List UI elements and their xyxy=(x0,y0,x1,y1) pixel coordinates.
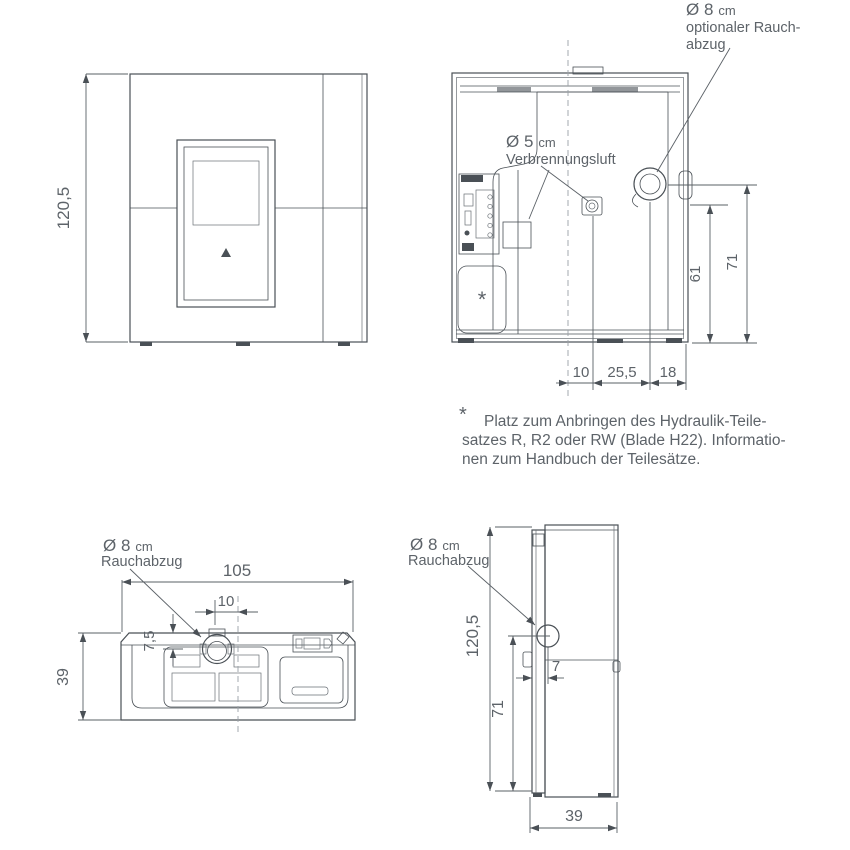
rear-dim-10: 10 xyxy=(572,364,590,381)
footnote-marker: * xyxy=(459,404,467,426)
rear-smoke-label-line3: abzug xyxy=(686,37,726,53)
air-intake-box xyxy=(503,222,531,248)
footnote-line1: Platz zum Anbringen des Hydraulik-Teile- xyxy=(484,413,767,430)
rear-view xyxy=(452,0,801,398)
rear-rail-hatch xyxy=(497,87,531,92)
display-panel xyxy=(293,635,332,652)
rear-body-inner xyxy=(457,78,684,339)
footnote-line3: nen zum Handbuch der Teilesätze. xyxy=(462,451,701,468)
side-dim-120-5: 120,5 xyxy=(463,614,482,658)
top-dim-39: 39 xyxy=(55,668,72,686)
front-view xyxy=(54,74,367,346)
side-smoke-label-line2: Rauchabzug xyxy=(408,553,490,569)
side-dim-39: 39 xyxy=(565,808,583,825)
front-height-dimension: 120,5 xyxy=(54,186,73,230)
combustion-air-label: Ø 5 cm xyxy=(506,132,556,151)
rear-inner-contour xyxy=(493,92,537,330)
rear-dim-18: 18 xyxy=(659,364,677,381)
top-dim-105: 105 xyxy=(222,561,252,580)
leader-line xyxy=(529,170,549,219)
combustion-air-fitting xyxy=(582,197,602,215)
side-dim-7: 7 xyxy=(551,658,561,675)
rear-foot xyxy=(597,339,623,343)
top-dim-10: 10 xyxy=(217,593,235,610)
top-dim-7-5: 7,5 xyxy=(141,630,158,652)
side-foot xyxy=(598,793,611,797)
side-top-detail xyxy=(533,534,544,546)
rear-body-outline xyxy=(452,73,688,342)
rear-dim-71: 71 xyxy=(724,253,741,271)
rear-rail-hatch xyxy=(592,87,638,92)
side-smoke-label: Ø 8 cm xyxy=(410,535,460,554)
combustion-air-label-line2: Verbrennungsluft xyxy=(506,152,616,168)
leader-line xyxy=(130,569,201,637)
top-burner-platform xyxy=(164,647,268,707)
rear-foot xyxy=(666,338,682,343)
asterisk-marker: * xyxy=(477,287,487,312)
side-latch xyxy=(523,652,532,667)
front-foot xyxy=(140,342,152,346)
rear-smoke-label: Ø 8 cm xyxy=(686,0,736,19)
top-smoke-label: Ø 8 cm xyxy=(103,536,153,555)
rear-dim-61: 61 xyxy=(687,265,704,283)
top-vent-large xyxy=(219,673,261,701)
front-foot xyxy=(338,342,350,346)
side-view xyxy=(408,525,620,833)
smoke-outlet-rear xyxy=(632,168,666,207)
front-door-window xyxy=(193,161,259,225)
front-door-inner xyxy=(184,147,268,300)
hopper-lid xyxy=(280,657,343,703)
side-rear-channel xyxy=(532,530,545,793)
top-vent-large xyxy=(172,673,215,701)
side-foot xyxy=(533,793,542,797)
footnote xyxy=(459,404,786,468)
side-dim-71: 71 xyxy=(490,700,507,718)
smoke-outlet-top xyxy=(200,635,234,664)
top-view xyxy=(55,536,355,732)
front-foot xyxy=(236,342,250,346)
flame-logo-icon xyxy=(221,248,231,257)
footnote-line2: satzes R, R2 oder RW (Blade H22). Informatio- xyxy=(462,432,786,449)
rear-smoke-label-line2: optionaler Rauch- xyxy=(686,20,801,36)
top-vent xyxy=(173,655,200,667)
rear-foot xyxy=(458,338,474,343)
top-smoke-label-line2: Rauchabzug xyxy=(101,554,183,570)
front-door-frame xyxy=(177,140,275,307)
rear-dim-25-5: 25,5 xyxy=(607,364,637,381)
